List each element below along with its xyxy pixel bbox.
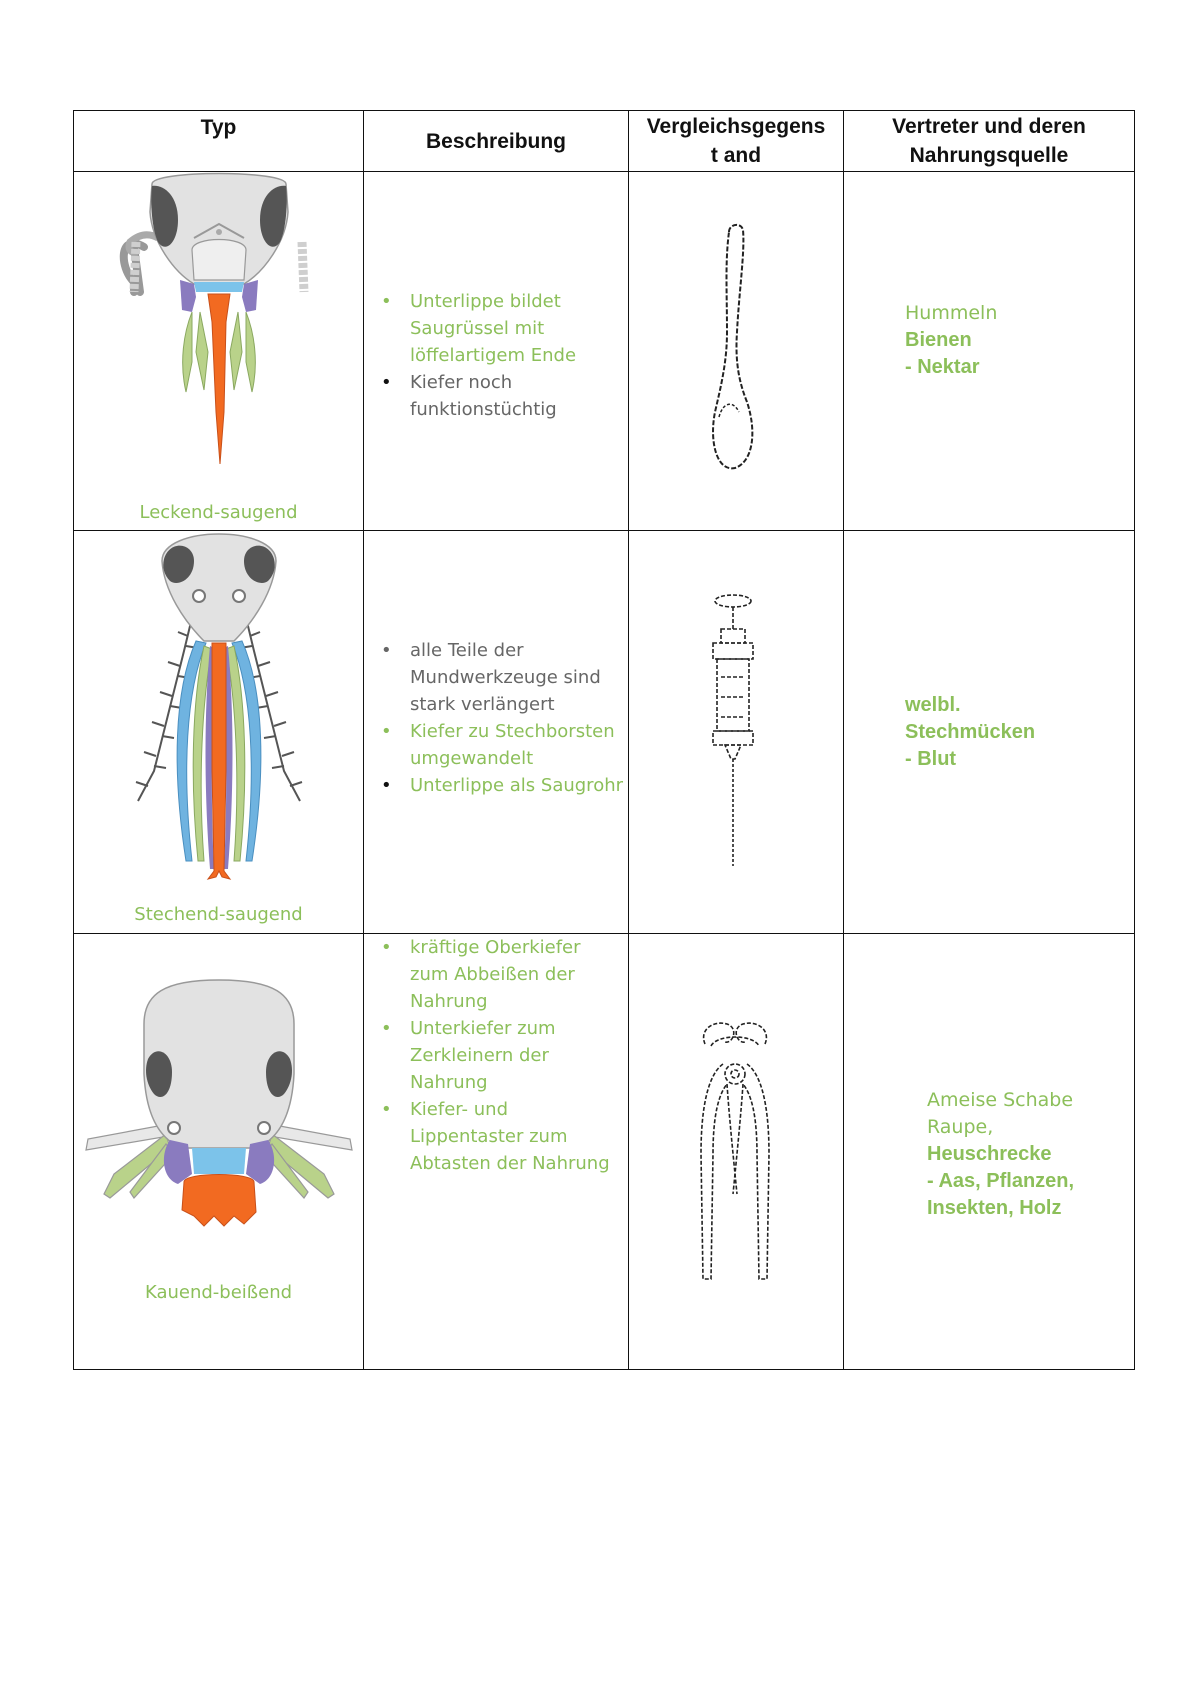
list-item — [374, 1015, 624, 1096]
vertreter-line: - Blut — [905, 748, 957, 770]
table-row-kauend — [74, 934, 1135, 1370]
bullet-icon: • — [381, 775, 392, 796]
description-text: Kiefer noch funktionstüchtig — [410, 372, 557, 420]
ant-head-illustration — [74, 934, 364, 1254]
list-item — [374, 288, 624, 369]
bullet-icon: • — [381, 721, 392, 742]
cell-typ-stechend — [74, 531, 364, 934]
cell-beschreibung-leckend — [364, 172, 629, 531]
vertreter-list — [905, 300, 997, 381]
description-text: Kiefer- und Lippentaster zum Abtasten der Nahrung — [410, 1099, 610, 1174]
list-item — [374, 934, 624, 1015]
bullet-icon: • — [381, 372, 392, 393]
vertreter-line: Ameise Schabe — [927, 1089, 1074, 1111]
cell-vertreter-leckend — [844, 172, 1135, 531]
vertreter-line: Insekten, Holz — [927, 1197, 1062, 1219]
cell-beschreibung-kauend — [364, 934, 629, 1370]
vertreter-line: Heuschrecke — [927, 1143, 1052, 1165]
vertreter-line: Hummeln — [905, 302, 998, 324]
cell-typ-leckend — [74, 172, 364, 531]
header-vertreter — [844, 111, 1135, 172]
description-text: Kiefer zu Stechborsten umgewandelt — [410, 721, 615, 769]
vertreter-list — [905, 692, 1035, 773]
description-text: alle Teile der Mundwerkzeuge sind stark verlängert — [410, 640, 601, 715]
cell-vertreter-kauend — [844, 934, 1135, 1370]
bullet-icon: • — [381, 1099, 392, 1120]
syringe-icon — [629, 531, 844, 933]
list-item — [374, 718, 624, 772]
list-item — [374, 637, 624, 718]
description-list — [374, 637, 624, 799]
bullet-icon: • — [381, 291, 392, 312]
vertreter-line: Bienen — [905, 329, 972, 351]
cell-vergleich-kauend — [629, 934, 844, 1370]
cell-beschreibung-stechend — [364, 531, 629, 934]
header-beschreibung: Beschreibung — [364, 111, 629, 172]
vertreter-line: Raupe, — [927, 1116, 994, 1138]
list-item — [374, 1096, 624, 1177]
vertreter-line: Stechmücken — [905, 721, 1036, 743]
description-text: Unterlippe als Saugrohr — [410, 775, 624, 796]
bullet-icon: • — [381, 1018, 392, 1039]
cell-vertreter-stechend — [844, 531, 1135, 934]
header-vertreter-text: Vertreter und deren Nahrungsquelle — [892, 115, 1086, 167]
cell-vergleich-leckend — [629, 172, 844, 531]
header-vergleich-text: Vergleichsgegenst and — [646, 115, 826, 167]
description-text: Unterkiefer zum Zerkleinern der Nahrung — [410, 1018, 556, 1093]
bee-head-illustration — [74, 172, 364, 502]
mosquito-head-illustration — [74, 531, 364, 906]
cell-vergleich-stechend — [629, 531, 844, 934]
vertreter-line: - Nektar — [905, 356, 980, 378]
description-text: kräftige Oberkiefer zum Abbeißen der Nahrung — [410, 937, 581, 1012]
description-list — [374, 288, 624, 423]
bullet-icon: • — [381, 640, 392, 661]
description-text: Unterlippe bildet Saugrüssel mit löffelartigem Ende — [410, 291, 577, 366]
description-list — [374, 934, 624, 1177]
mouthparts-table — [73, 110, 1135, 1370]
header-vergleich — [629, 111, 844, 172]
list-item — [374, 772, 624, 799]
typ-label: Leckend-saugend — [139, 502, 298, 523]
table-row-leckend — [74, 172, 1135, 531]
vertreter-line: welbl. — [905, 694, 961, 716]
pincers-icon — [629, 934, 844, 1369]
typ-label: Kauend-beißend — [144, 1282, 293, 1303]
bullet-icon: • — [381, 937, 392, 958]
vertreter-list — [927, 1087, 1074, 1222]
list-item — [374, 369, 624, 423]
header-typ: Typ — [74, 111, 364, 172]
spoon-icon — [629, 172, 844, 530]
table-row-stechend — [74, 531, 1135, 934]
cell-typ-kauend — [74, 934, 364, 1370]
typ-label: Stechend-saugend — [134, 904, 303, 925]
header-row — [74, 111, 1135, 172]
vertreter-line: - Aas, Pflanzen, — [927, 1170, 1075, 1192]
